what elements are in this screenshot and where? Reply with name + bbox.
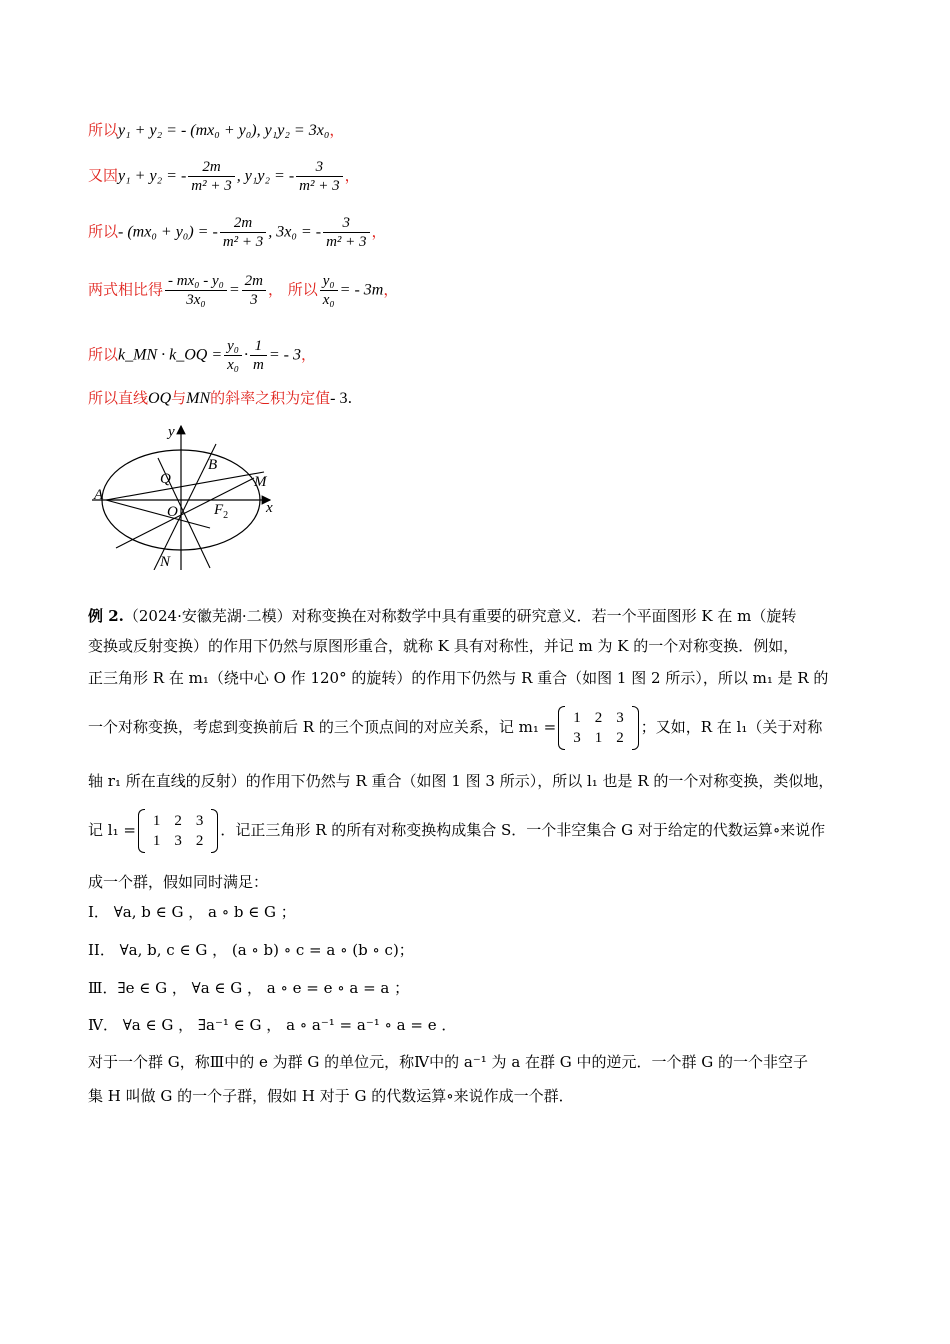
matrix-cell: 3 <box>573 730 581 746</box>
solution-line-1-expr: y₁ + y₂ = - (mx₀ + y₀), y₁y₂ = 3x₀ <box>118 122 330 139</box>
solution-line-4-equals: = <box>228 281 240 299</box>
example-line-2: 变换或反射变换）的作用下仍然与原图形重合，就称 K 具有对称性，并记 m 为 K 的一个对称变换．例如， <box>88 637 799 655</box>
solution-line-4 <box>88 272 398 309</box>
fraction-denominator: m² + 3 <box>191 178 232 194</box>
fraction-denominator: m <box>253 357 264 373</box>
solution-line-4-end: ， <box>383 280 399 299</box>
solution-line-4-prefix: 两式相比得 <box>88 280 164 299</box>
solution-line-2-prefix: 又因 <box>88 166 119 185</box>
matrix-cell: 1 <box>152 833 161 849</box>
solution-line-2-part-b: , y₁y₂ = - <box>236 167 295 185</box>
solution-line-3-prefix: 所以 <box>88 222 119 241</box>
solution-line-3-part-a: - (mx₀ + y₀) = - <box>118 223 218 241</box>
solution-line-1-end: ， <box>329 121 345 139</box>
solution-line-3-end: ， <box>371 222 387 241</box>
label-x: x <box>266 500 273 516</box>
solution-line-3-fraction-2 <box>323 214 369 251</box>
label-f-letter: F <box>214 502 224 518</box>
solution-line-6-end: . <box>347 389 353 407</box>
matrix-cell: 2 <box>195 833 204 849</box>
fraction-numerator: 1 <box>250 337 267 356</box>
solution-line-6-text: 所以直线 <box>88 389 149 407</box>
fraction-numerator: 3 <box>296 158 342 177</box>
fraction-denominator: 3x₀ <box>186 292 206 308</box>
line-am <box>106 472 264 500</box>
example-line-6-b: ．记正三角形 R 的所有对称变换构成集合 S．一个非空集合 G 对于给定的代数运算∘来说作 <box>220 821 826 839</box>
solution-line-1 <box>88 120 344 141</box>
fraction-numerator: 2m <box>188 158 234 177</box>
example-line-1 <box>88 606 878 626</box>
solution-line-5-fraction-2 <box>250 337 267 374</box>
solution-line-6-mid: 与 <box>171 389 187 407</box>
matrix-cell: 1 <box>573 710 581 726</box>
fraction-numerator: y₀ <box>224 337 242 356</box>
example-line-6 <box>88 809 825 853</box>
fraction-denominator: 3 <box>250 292 258 308</box>
solution-line-5-part-b: = - 3 <box>268 346 301 364</box>
fraction-denominator: x₀ <box>322 292 335 308</box>
matrix-cell: 2 <box>594 710 603 726</box>
solution-line-1-prefix: 所以 <box>88 121 119 139</box>
solution-line-5-dot: · <box>244 346 248 364</box>
example-line-4-b: ；又如，R 在 l₁（关于对称 <box>640 718 823 736</box>
label-f-subscript: 2 <box>223 510 229 521</box>
solution-line-5-part-a: k_MN · k_OQ = <box>118 346 223 364</box>
matrix-cell: 2 <box>174 813 182 829</box>
solution-line-5-end: ， <box>300 345 316 364</box>
matrix-cell: 1 <box>594 730 603 746</box>
example-line-9: 集 H 叫做 G 的一个子群，假如 H 对于 G 的代数运算∘来说作成一个群． <box>88 1087 574 1105</box>
solution-line-2-fraction-1 <box>188 158 234 195</box>
label-o: O <box>167 504 178 520</box>
fraction-denominator: m² + 3 <box>222 234 264 250</box>
label-m: M <box>254 474 267 490</box>
solution-line-4-mid: ， 所以 <box>267 280 318 299</box>
matrix-cell: 2 <box>616 730 624 746</box>
matrix-cell: 1 <box>152 813 161 829</box>
example-line-7: 成一个群，假如同时满足： <box>88 873 269 891</box>
fraction-denominator: x₀ <box>227 357 239 373</box>
solution-line-6-tail: 的斜率之积为定值 <box>210 389 331 407</box>
fraction-numerator: y₀ <box>320 272 338 291</box>
condition-3: Ⅲ．∃e ∈ G ， ∀a ∈ G ， a ∘ e = e ∘ a = a ； <box>88 979 410 997</box>
label-q: Q <box>160 471 171 487</box>
solution-line-4-fraction-1 <box>165 272 227 309</box>
solution-line-3-fraction-1 <box>220 214 266 251</box>
solution-line-4-fraction-3 <box>320 272 338 309</box>
fraction-numerator: - mx₀ - y₀ <box>165 272 227 291</box>
solution-line-2-end: ， <box>344 166 360 185</box>
solution-line-2-fraction-2 <box>296 158 342 195</box>
solution-line-5 <box>88 337 316 374</box>
solution-line-6-mn: MN <box>186 390 211 407</box>
matrix-cell: 3 <box>616 710 624 726</box>
matrix-m1 <box>558 706 639 750</box>
label-f <box>213 502 228 521</box>
fraction-denominator: m² + 3 <box>326 234 367 250</box>
example-line-6-a: 记 l₁ = <box>88 821 136 839</box>
fraction-numerator: 3 <box>323 214 369 233</box>
fraction-numerator: 2m <box>220 214 266 233</box>
fraction-denominator: m² + 3 <box>299 178 340 194</box>
example-line-4 <box>88 706 822 750</box>
example-line-4-a: 一个对称变换，考虑到变换前后 R 的三个顶点间的对应关系，记 m₁ = <box>88 718 557 736</box>
ellipse-diagram <box>92 420 292 570</box>
label-a: A <box>94 487 104 503</box>
line-nb <box>154 444 216 570</box>
label-y: y <box>168 424 175 440</box>
fraction-numerator: 2m <box>242 272 266 291</box>
solution-line-2 <box>88 158 360 195</box>
example-line-5: 轴 r₁ 所在直线的反射）的作用下仍然与 R 重合（如图 1 图 3 所示），所以 l₁ 也是 R 的一个对称变换，类似地， <box>88 772 834 790</box>
matrix-cell: 3 <box>195 813 204 829</box>
solution-line-6-value: - 3 <box>330 390 348 407</box>
solution-line-4-part-b: = - 3m <box>339 281 384 299</box>
example-title: 例 2. <box>88 607 124 625</box>
condition-4: Ⅳ． ∀a ∈ G ， ∃a⁻¹ ∈ G ， a ∘ a⁻¹ = a⁻¹ ∘ a = e ． <box>88 1016 457 1034</box>
example-intro: （2024·安徽芜湖·二模）对称变换在对称数学中具有重要的研究意义．若一个平面图形 K 在 m（旋转 <box>123 607 797 625</box>
matrix-cell: 3 <box>174 833 182 849</box>
solution-line-3 <box>88 214 387 251</box>
condition-1: I． ∀a, b ∈ G ， a ∘ b ∈ G ； <box>88 903 296 921</box>
label-b: B <box>208 457 218 473</box>
solution-line-4-fraction-2 <box>242 272 266 309</box>
solution-line-2-part-a: y₁ + y₂ = - <box>118 167 187 185</box>
line-af2 <box>106 500 210 528</box>
example-line-3: 正三角形 R 在 m₁（绕中心 O 作 120° 的旋转）的作用下仍然与 R 重合（如图 1 图 2 所示），所以 m₁ 是 R 的 <box>88 669 829 687</box>
matrix-l1 <box>138 809 219 853</box>
condition-2: II． ∀a, b, c ∈ G ， (a ∘ b) ∘ c = a ∘ (b ∘ c)； <box>88 941 414 959</box>
solution-line-6-oq: OQ <box>148 390 172 407</box>
solution-line-3-part-b: , 3x₀ = - <box>268 223 322 241</box>
example-line-8: 对于一个群 G，称Ⅲ中的 e 为群 G 的单位元，称Ⅳ中的 a⁻¹ 为 a 在群 G 中的逆元．一个群 G 的一个非空子 <box>88 1053 809 1071</box>
solution-line-5-fraction-1 <box>224 337 242 374</box>
solution-line-6 <box>88 388 352 409</box>
solution-line-5-prefix: 所以 <box>88 345 119 364</box>
label-n: N <box>160 554 171 570</box>
